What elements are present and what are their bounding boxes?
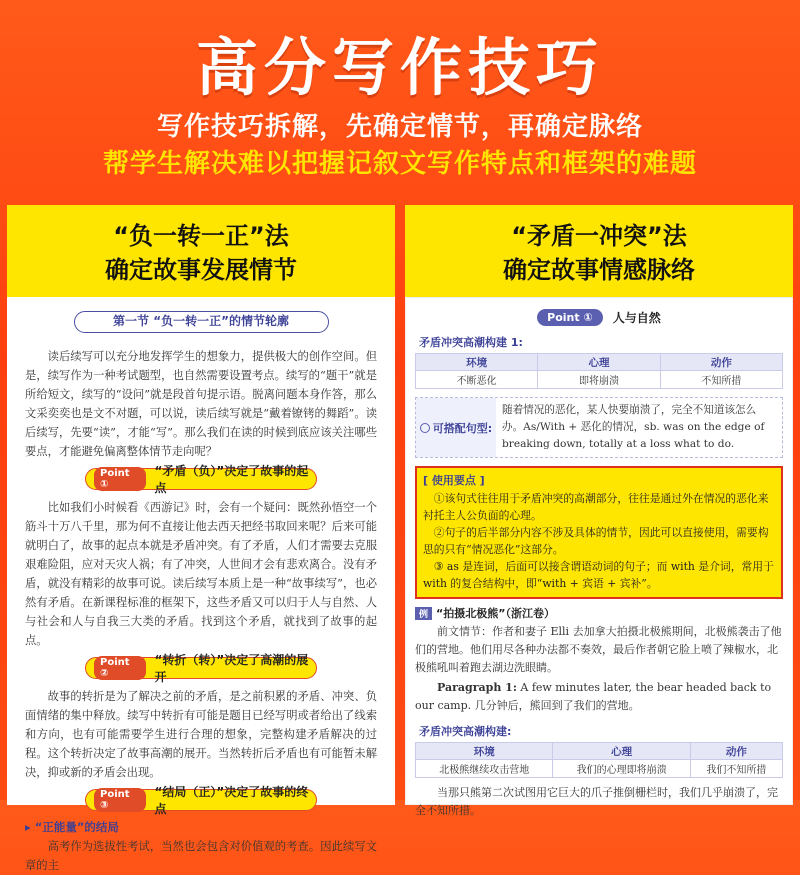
right-card — [405, 205, 793, 817]
paragraph-1-example — [415, 679, 783, 715]
table-2-header-mind: 心理 — [553, 743, 690, 760]
paragraph-3: 故事的转折是为了解决之前的矛盾，是之前积累的矛盾、冲突、负面情绪的集中释放。续写中转折有可能是题目已经写明或者给出了线索和方向，也有可能需要学生进行合理的想象，完整构建矛盾解决的过程。这个转折决定了故事高潮的展开。当然转折后矛盾也有可能暂未解决，抑或新的矛盾会出现。 — [25, 690, 377, 779]
point-1-tag: Point ① — [94, 467, 146, 491]
tip-3: ③ as 是连词，后面可以接含谓语动词的句子；而 with 是介词，常用于 with 的复合结构中，即“with + 宾语 + 宾补”。 — [423, 560, 774, 590]
table-1-header-mind: 心理 — [538, 354, 660, 371]
table-1-cell: 即将崩溃 — [538, 371, 660, 389]
right-card-title-2: 确定故事情感脉络 — [503, 256, 695, 284]
subtitle-2: 帮学生解决难以把握记叙文写作特点和框架的难题 — [102, 149, 697, 179]
table-2-cell: 北极熊继续攻击营地 — [416, 760, 553, 778]
paragraph-1-label: Paragraph 1: — [437, 681, 517, 694]
point-title: 人与自然 — [612, 311, 661, 325]
table-1-cell: 不断恶化 — [416, 371, 538, 389]
bulb-icon — [420, 423, 430, 433]
ending-paragraph: 当那只熊第二次试图用它巨大的爪子推倒栅栏时，我们几乎崩溃了，完全不知所措。 — [415, 786, 778, 817]
point-2-pill — [85, 653, 317, 684]
conflict-table-1 — [415, 353, 783, 389]
energy-label: ▸ “正能量”的结局 — [25, 820, 119, 834]
table-1-label: 矛盾冲突高潮构建 1: — [419, 336, 523, 349]
pattern-box — [415, 397, 783, 458]
table-2-header-action: 动作 — [690, 743, 782, 760]
subtitle-1: 写作技巧拆解，先确定情节，再确定脉络 — [156, 112, 643, 142]
point-row — [415, 309, 783, 326]
table-2-cell: 我们不知所措 — [690, 760, 782, 778]
table-2-label: 矛盾冲突高潮构建: — [419, 725, 512, 738]
paragraph-1-text: A few minutes later, the bear headed back to our camp. 几分钟后，熊回到了我们的营地。 — [415, 681, 772, 712]
paragraph-4: 高考作为选拔性考试，当然也会包含对价值观的考查。因此续写文章的主 — [25, 840, 377, 872]
table-2-header-env: 环境 — [416, 743, 553, 760]
paragraph-2: 比如我们小时候看《西游记》时，会有一个疑问：既然孙悟空一个筋斗十万八千里，那为何不直接让他去西天把经书取回来呢？后来可能就明白了，故事的起点本就是矛盾冲突。有了矛盾，人们才需要去克服艰难险阻，应对天灾人祸；有了冲突，人世间才会有悲欢离合。没有矛盾，就没有精彩的故事可说。读后续写本质上是一种“故事续写”，也必然有矛盾。在新课程标准的框架下，这些矛盾又可以归于人与自然、人与社会和人与自我三大类的矛盾。找到这个矛盾，就找到了故事的起点。 — [25, 501, 377, 647]
left-card-header — [7, 205, 395, 297]
tip-1: ①该句式往往用于矛盾冲突的高潮部分，往往是通过外在情况的恶化来衬托主人公负面的心理。 — [423, 492, 769, 522]
point-2-tag: Point ② — [94, 656, 146, 680]
table-1-cell: 不知所措 — [660, 371, 782, 389]
pattern-text: 随着情况的恶化，某人快要崩溃了，完全不知道该怎么办。As/With + 恶化的情况，sb. was on the edge of breaking down, totally at a loss what to do. — [502, 404, 765, 450]
tip-2: ②句子的后半部分内容不涉及具体的情节，因此可以直接使用，需要构思的只有“情况恶化”这部分。 — [423, 526, 769, 556]
table-2-cell: 我们的心理即将崩溃 — [553, 760, 690, 778]
pattern-label-wrap — [416, 398, 496, 457]
example-row — [415, 605, 783, 621]
point-3-pill — [85, 785, 317, 816]
tips-title: [ 使用要点 ] — [423, 474, 485, 487]
left-card-title-2: 确定故事发展情节 — [105, 256, 297, 284]
point-badge: Point ① — [537, 309, 603, 326]
tips-box — [415, 466, 783, 599]
example-tag: 例 — [415, 607, 432, 620]
right-page — [405, 297, 793, 817]
point-1-pill — [85, 464, 317, 495]
table-1-header-env: 环境 — [416, 354, 538, 371]
left-card-title-1: “负一转一正”法 — [113, 222, 289, 250]
left-page — [7, 297, 395, 872]
story-paragraph: 前文情节：作者和妻子 Elli 去加拿大拍摄北极熊期间，北极熊袭击了他们的营地。他们用尽各种办法都不奏效，最后作者朝它脸上喷了辣椒水，北极熊吼叫着跑去湖边洗眼睛。 — [415, 625, 782, 674]
point-3-tag: Point ③ — [94, 788, 146, 812]
paragraph-1: 读后续写可以充分地发挥学生的想象力，提供极大的创作空间。但是，续写作为一种考试题型，也自然需要设置考点。续写的“题干”就是所给短文，续写的“设问”就是段首句提示语。脱离问题本身作答，那么文采奕奕也是文不对题，可以说，读后续写就是“戴着镣铐的舞蹈”。读后续写，先要“读”，才能“写”。那么我们在读的时候到底应该关注哪些要点，才能避免偏离整体情节走向呢？ — [25, 350, 377, 458]
example-title: “拍摄北极熊”（浙江卷） — [436, 607, 555, 620]
point-2-text: “转折（转）”决定了高潮的展开 — [154, 653, 309, 684]
right-card-title-1: “矛盾一冲突”法 — [511, 222, 687, 250]
left-card — [7, 205, 395, 872]
headline: 高分写作技巧 — [195, 31, 604, 104]
point-3-text: “结局（正）”决定了故事的终点 — [154, 785, 309, 816]
right-card-header — [405, 205, 793, 297]
pattern-label: 可搭配句型: — [432, 421, 493, 435]
table-1-header-action: 动作 — [660, 354, 782, 371]
conflict-table-2 — [415, 742, 783, 778]
point-1-text: “矛盾（负）”决定了故事的起点 — [154, 464, 309, 495]
section-banner: 第一节 “负一转一正”的情节轮廓 — [74, 311, 329, 333]
